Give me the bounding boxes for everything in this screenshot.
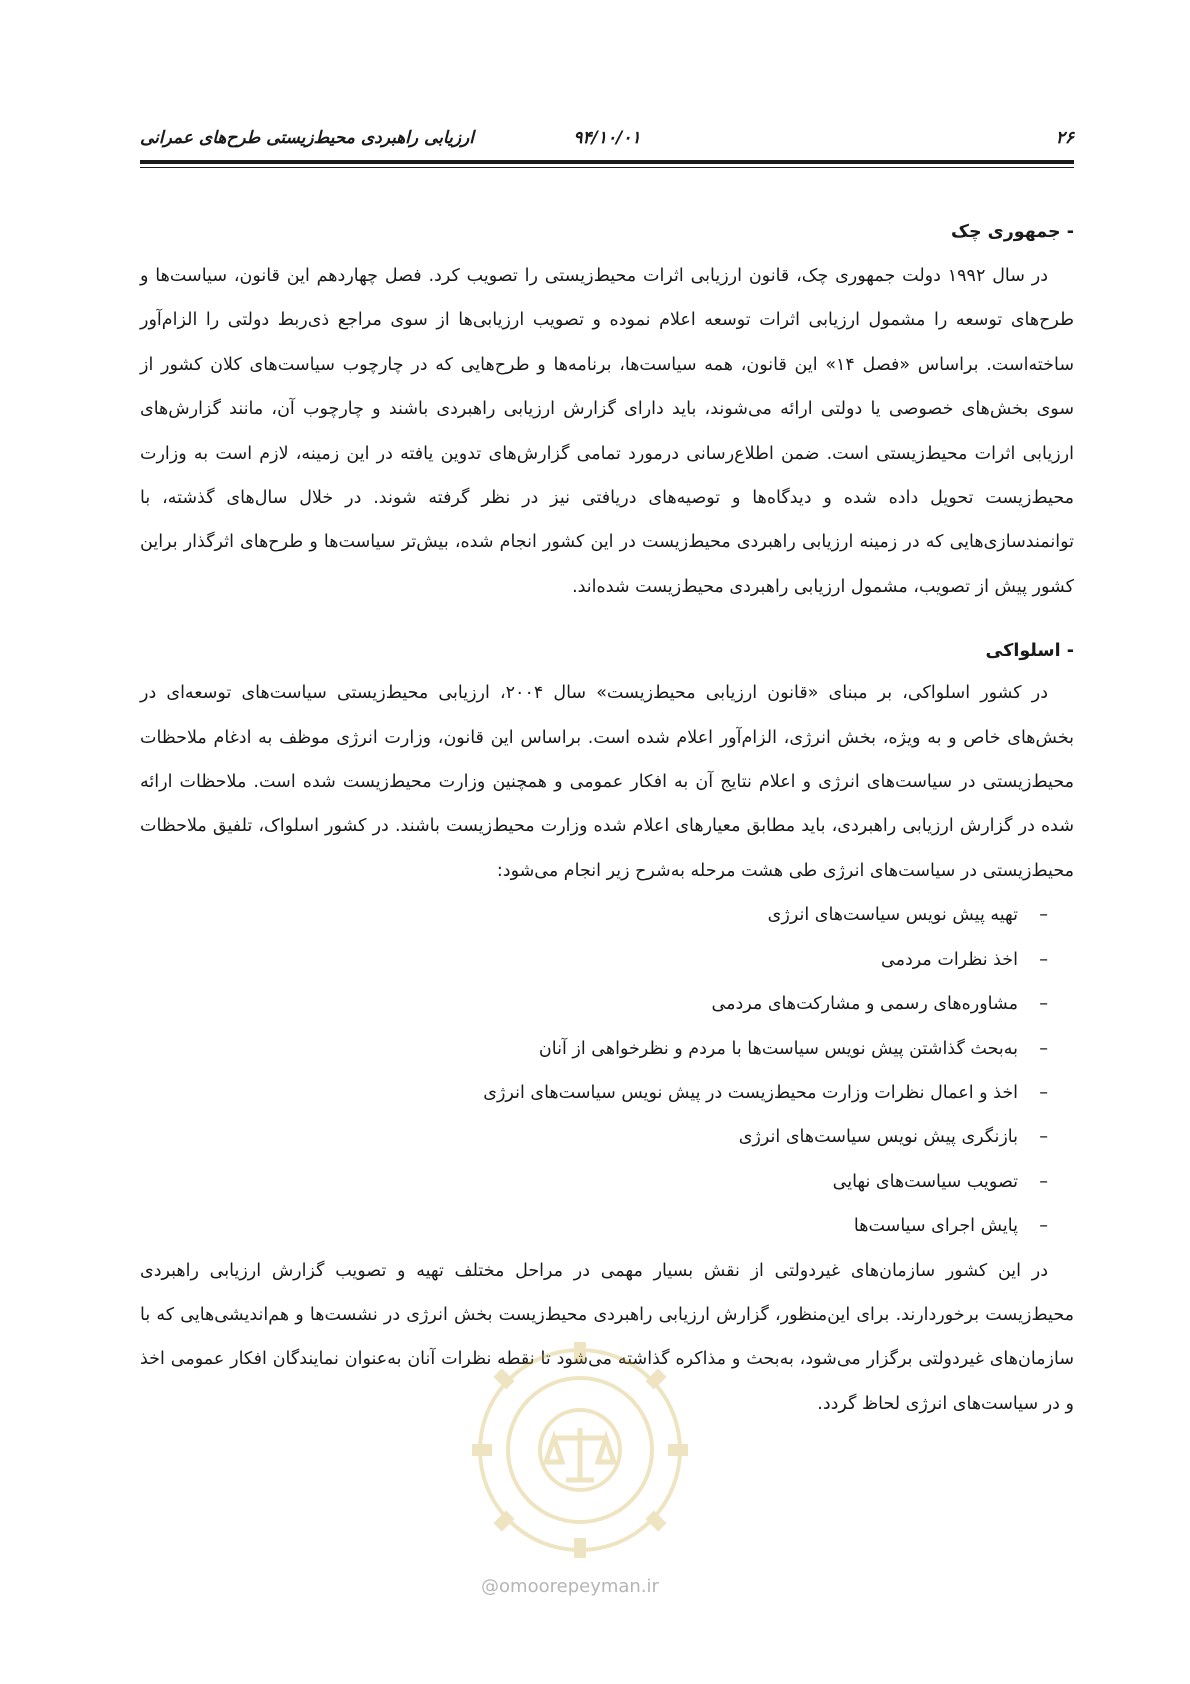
dash-bullet: – bbox=[1039, 1171, 1048, 1192]
header-rule-thin bbox=[140, 167, 1074, 168]
header-rule-thick bbox=[140, 160, 1074, 164]
page-body bbox=[140, 212, 1074, 1426]
stages-list bbox=[140, 893, 1074, 1248]
running-title: ارزیابی راهبردی محیط‌زیستی طرح‌های عمرانی bbox=[140, 128, 474, 148]
dash-bullet: – bbox=[1039, 1127, 1048, 1148]
list-item: –تهیه پیش نویس سیاست‌های انرژی bbox=[140, 893, 1048, 937]
list-item: –بازنگری پیش نویس سیاست‌های انرژی bbox=[140, 1115, 1048, 1159]
paragraph-ngo-role: در این کشور سازمان‌های غیردولتی از نقش بسیار مهمی در مراحل مختلف تهیه و تصویب گزارش ارزیابی راهبردی محیط‌زیست برخوردارند. برای این‌منظور، گزارش ارزیابی راهبردی محیط‌زیست بخش انرژی در نشست‌ها و هم‌اندیشی‌هایی که با سازمان‌های غیردولتی برگزار می‌شود، به‌بحث و مذاکره گذاشته می‌شود تا نقطه نظرات آنان به‌عنوان نمایندگان افکار عمومی اخذ و در سیاست‌های انرژی لحاظ گردد. bbox=[140, 1260, 1074, 1414]
list-item: –اخذ نظرات مردمی bbox=[140, 938, 1048, 982]
list-item: –مشاوره‌های رسمی و مشارکت‌های مردمی bbox=[140, 982, 1048, 1026]
dash-bullet: – bbox=[1039, 994, 1048, 1015]
header-date: ۹۴/۱۰/۰۱ bbox=[573, 128, 641, 148]
section-heading-czech: - جمهوری چک bbox=[951, 222, 1074, 242]
dash-bullet: – bbox=[1039, 1216, 1048, 1237]
page-number: ۲۶ bbox=[1055, 128, 1074, 148]
paragraph-slovakia: در کشور اسلواکی، بر مبنای «قانون ارزیابی محیط‌زیست» سال ۲۰۰۴، ارزیابی محیط‌زیستی سیاست‌های توسعه‌ای در بخش‌های خاص و به ویژه، بخش انرژی، الزام‌آور اعلام شده است. براساس این قانون، وزارت انرژی موظف به ادغام ملاحظات محیط‌زیستی در سیاست‌های انرژی و اعلام نتایج آن به افکار عمومی و همچنین وزارت محیط‌زیست شده است. ملاحظات ارائه شده در گزارش ارزیابی راهبردی، باید مطابق معیارهای اعلام شده وزارت محیط‌زیست باشند. در کشور اسلواک، تلفیق ملاحظات محیط‌زیستی در سیاست‌های انرژی طی هشت مرحله به‌شرح زیر انجام می‌شود: bbox=[140, 683, 1074, 881]
dash-bullet: – bbox=[1039, 905, 1048, 926]
dash-bullet: – bbox=[1039, 1038, 1048, 1059]
list-item: –پایش اجرای سیاست‌ها bbox=[140, 1204, 1048, 1248]
section-heading-slovakia: - اسلواکی bbox=[985, 641, 1074, 662]
watermark-url: @omoorepeyman.ir bbox=[481, 1576, 659, 1597]
dash-bullet: – bbox=[1039, 949, 1048, 970]
dash-bullet: – bbox=[1039, 1082, 1048, 1103]
running-header bbox=[140, 128, 1074, 156]
list-item: –تصویب سیاست‌های نهایی bbox=[140, 1160, 1048, 1204]
list-item: –به‌بحث گذاشتن پیش نویس سیاست‌ها با مردم و نظرخواهی از آنان bbox=[140, 1027, 1048, 1071]
list-item: –اخذ و اعمال نظرات وزارت محیط‌زیست در پیش نویس سیاست‌های انرژی bbox=[140, 1071, 1048, 1115]
paragraph-czech: در سال ۱۹۹۲ دولت جمهوری چک، قانون ارزیابی اثرات محیط‌زیستی را تصویب کرد. فصل چهاردهم این قانون، سیاست‌ها و طرح‌های توسعه را مشمول ارزیابی اثرات توسعه اعلام نموده و تصویب ارزیابی‌ها از سوی مراجع ذی‌ربط دولتی را الزام‌آور ساخته‌است. براساس «فصل ۱۴» این قانون، همه سیاست‌ها، برنامه‌ها و طرح‌هایی که در چارچوب سیاست‌های کلان کشور از سوی بخش‌های خصوصی یا دولتی ارائه می‌شوند، باید دارای گزارش ارزیابی راهبردی باشند و چارچوب آن، مانند گزارش‌های ارزیابی اثرات محیط‌زیستی است. ضمن اطلاع‌رسانی درمورد تمامی گزارش‌های تدوین یافته در این زمینه، لازم است به وزارت محیط‌زیست تحویل داده شده و دیدگاه‌ها و توصیه‌های دریافتی نیز در نظر گرفته شوند. در خلال سال‌های گذشته، با توانمندسازی‌هایی که در زمینه ارزیابی راهبردی محیط‌زیست در این کشور انجام شده، بیش‌تر سیاست‌ها و طرح‌های اثرگذار براین کشور پیش از تصویب، مشمول ارزیابی راهبردی محیط‌زیست شده‌اند. bbox=[140, 266, 1074, 597]
watermark-logo-icon bbox=[470, 1340, 690, 1560]
